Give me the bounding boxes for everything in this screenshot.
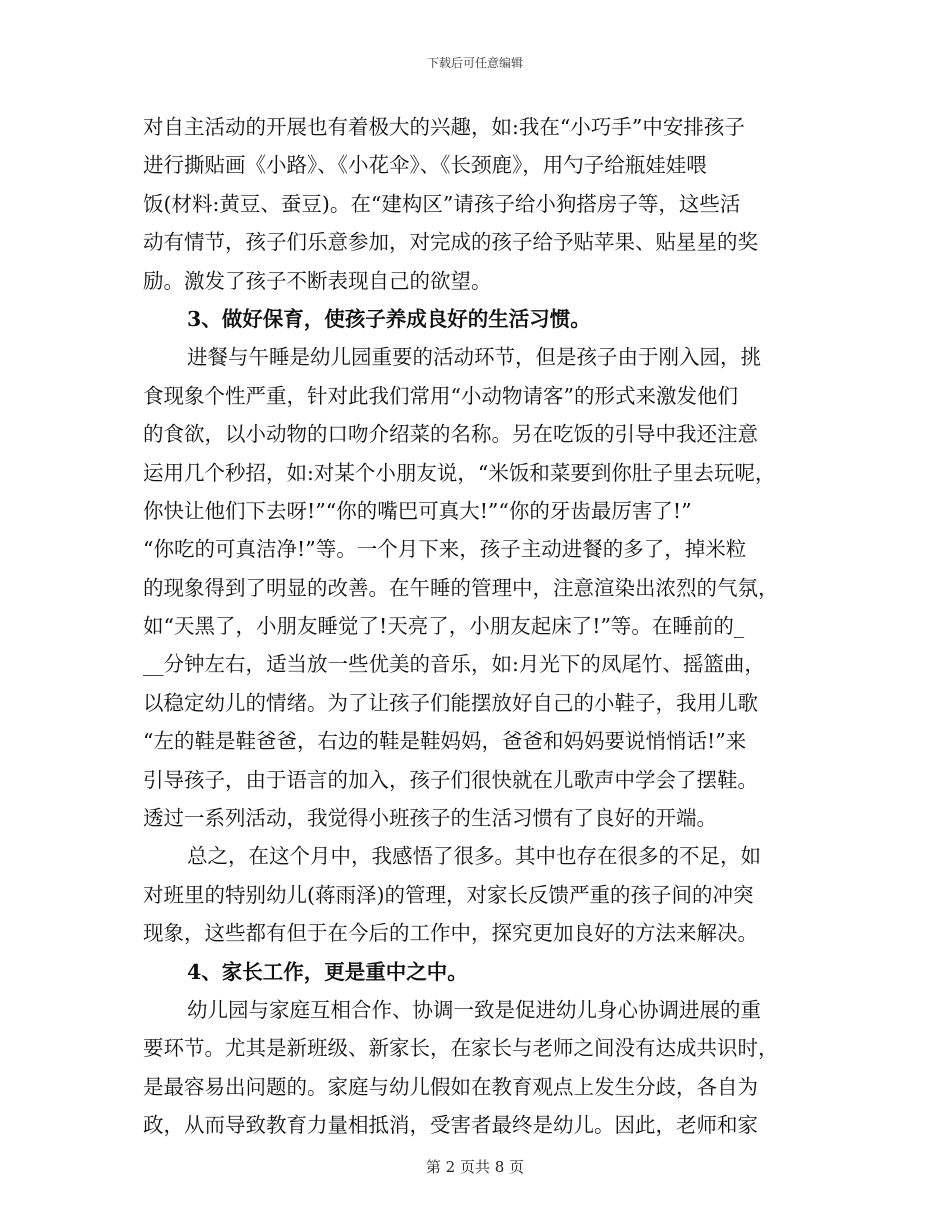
paragraph-line: 动有情节，孩子们乐意参加，对完成的孩子给予贴苹果、贴星星的奖: [143, 230, 758, 255]
paragraph-line: 的现象得到了明显的改善。在午睡的管理中，注意渲染出浓烈的气氛，: [143, 575, 779, 600]
paragraph-line: 励。激发了孩子不断表现自己的欲望。: [143, 268, 492, 293]
paragraph-line: 饭(材料:黄豆、蚕豆)。在“建构区”请孩子给小狗搭房子等，这些活: [143, 191, 741, 216]
paragraph-line: “左的鞋是鞋爸爸，右边的鞋是鞋妈妈，爸爸和妈妈要说悄悄话!”来: [143, 729, 747, 754]
paragraph-line: “你吃的可真洁净!”等。一个月下来，孩子主动进餐的多了，掉米粒: [143, 537, 747, 562]
paragraph-line: 以稳定幼儿的情绪。为了让孩子们能摆放好自己的小鞋子，我用儿歌: [143, 690, 758, 715]
paragraph-line: 是最容易出问题的。家庭与幼儿假如在教育观点上发生分歧，各自为: [143, 1074, 758, 1099]
section-heading: 4、家长工作，更是重中之中。: [187, 959, 468, 984]
paragraph-line: 对班里的特别幼儿(蒋雨泽)的管理，对家长反馈严重的孩子间的冲突: [143, 882, 754, 907]
paragraph-line: 进行撕贴画《小路》、《小花伞》、《长颈鹿》，用勺子给瓶娃娃喂: [143, 153, 707, 178]
paragraph-line: 现象，这些都有但于在今后的工作中，探究更加良好的方法来解决。: [143, 921, 758, 946]
document-body: [143, 108, 808, 1145]
paragraph-line: 幼儿园与家庭互相合作、协调一致是促进幼儿身心协调进展的重: [187, 997, 761, 1022]
page-header: 下载后可任意编辑: [426, 56, 523, 70]
paragraph-line: 总之，在这个月中，我感悟了很多。其中也存在很多的不足，如: [187, 844, 761, 869]
paragraph-line: 你快让他们下去呀!”“你的嘴巴可真大!”“你的牙齿最厉害了!”: [143, 498, 692, 523]
page-footer: 第 2 页共 8 页: [425, 1158, 525, 1176]
paragraph-line: 的食欲，以小动物的口吻介绍菜的名称。另在吃饭的引导中我还注意: [143, 422, 758, 447]
paragraph-line: 运用几个秒招，如:对某个小朋友说，“米饭和菜要到你肚子里去玩呢，: [143, 460, 776, 485]
paragraph-line: __分钟左右，适当放一些优美的音乐，如:月光下的凤尾竹、摇篮曲，: [143, 652, 765, 677]
paragraph-line: 透过一系列活动，我觉得小班孩子的生活习惯有了良好的开端。: [143, 806, 717, 831]
paragraph-line: 如“天黑了，小朋友睡觉了!天亮了，小朋友起床了!”等。在睡前的_: [143, 614, 745, 639]
paragraph-line: 要环节。尤其是新班级、新家长，在家长与老师之间没有达成共识时，: [143, 1036, 779, 1061]
paragraph-line: 引导孩子，由于语言的加入，孩子们很快就在儿歌声中学会了摆鞋。: [143, 767, 758, 792]
paragraph-line: 对自主活动的开展也有着极大的兴趣，如:我在“小巧手”中安排孩子: [143, 115, 745, 139]
paragraph-line: 食现象个性严重，针对此我们常用“小动物请客”的形式来激发他们: [143, 383, 738, 408]
section-heading: 3、做好保育，使孩子养成良好的生活习惯。: [187, 306, 591, 331]
paragraph-line: 政，从而导致教育力量相抵消，受害者最终是幼儿。因此，老师和家: [143, 1113, 758, 1138]
paragraph-line: 进餐与午睡是幼儿园重要的活动环节，但是孩子由于刚入园，挑: [187, 345, 761, 370]
